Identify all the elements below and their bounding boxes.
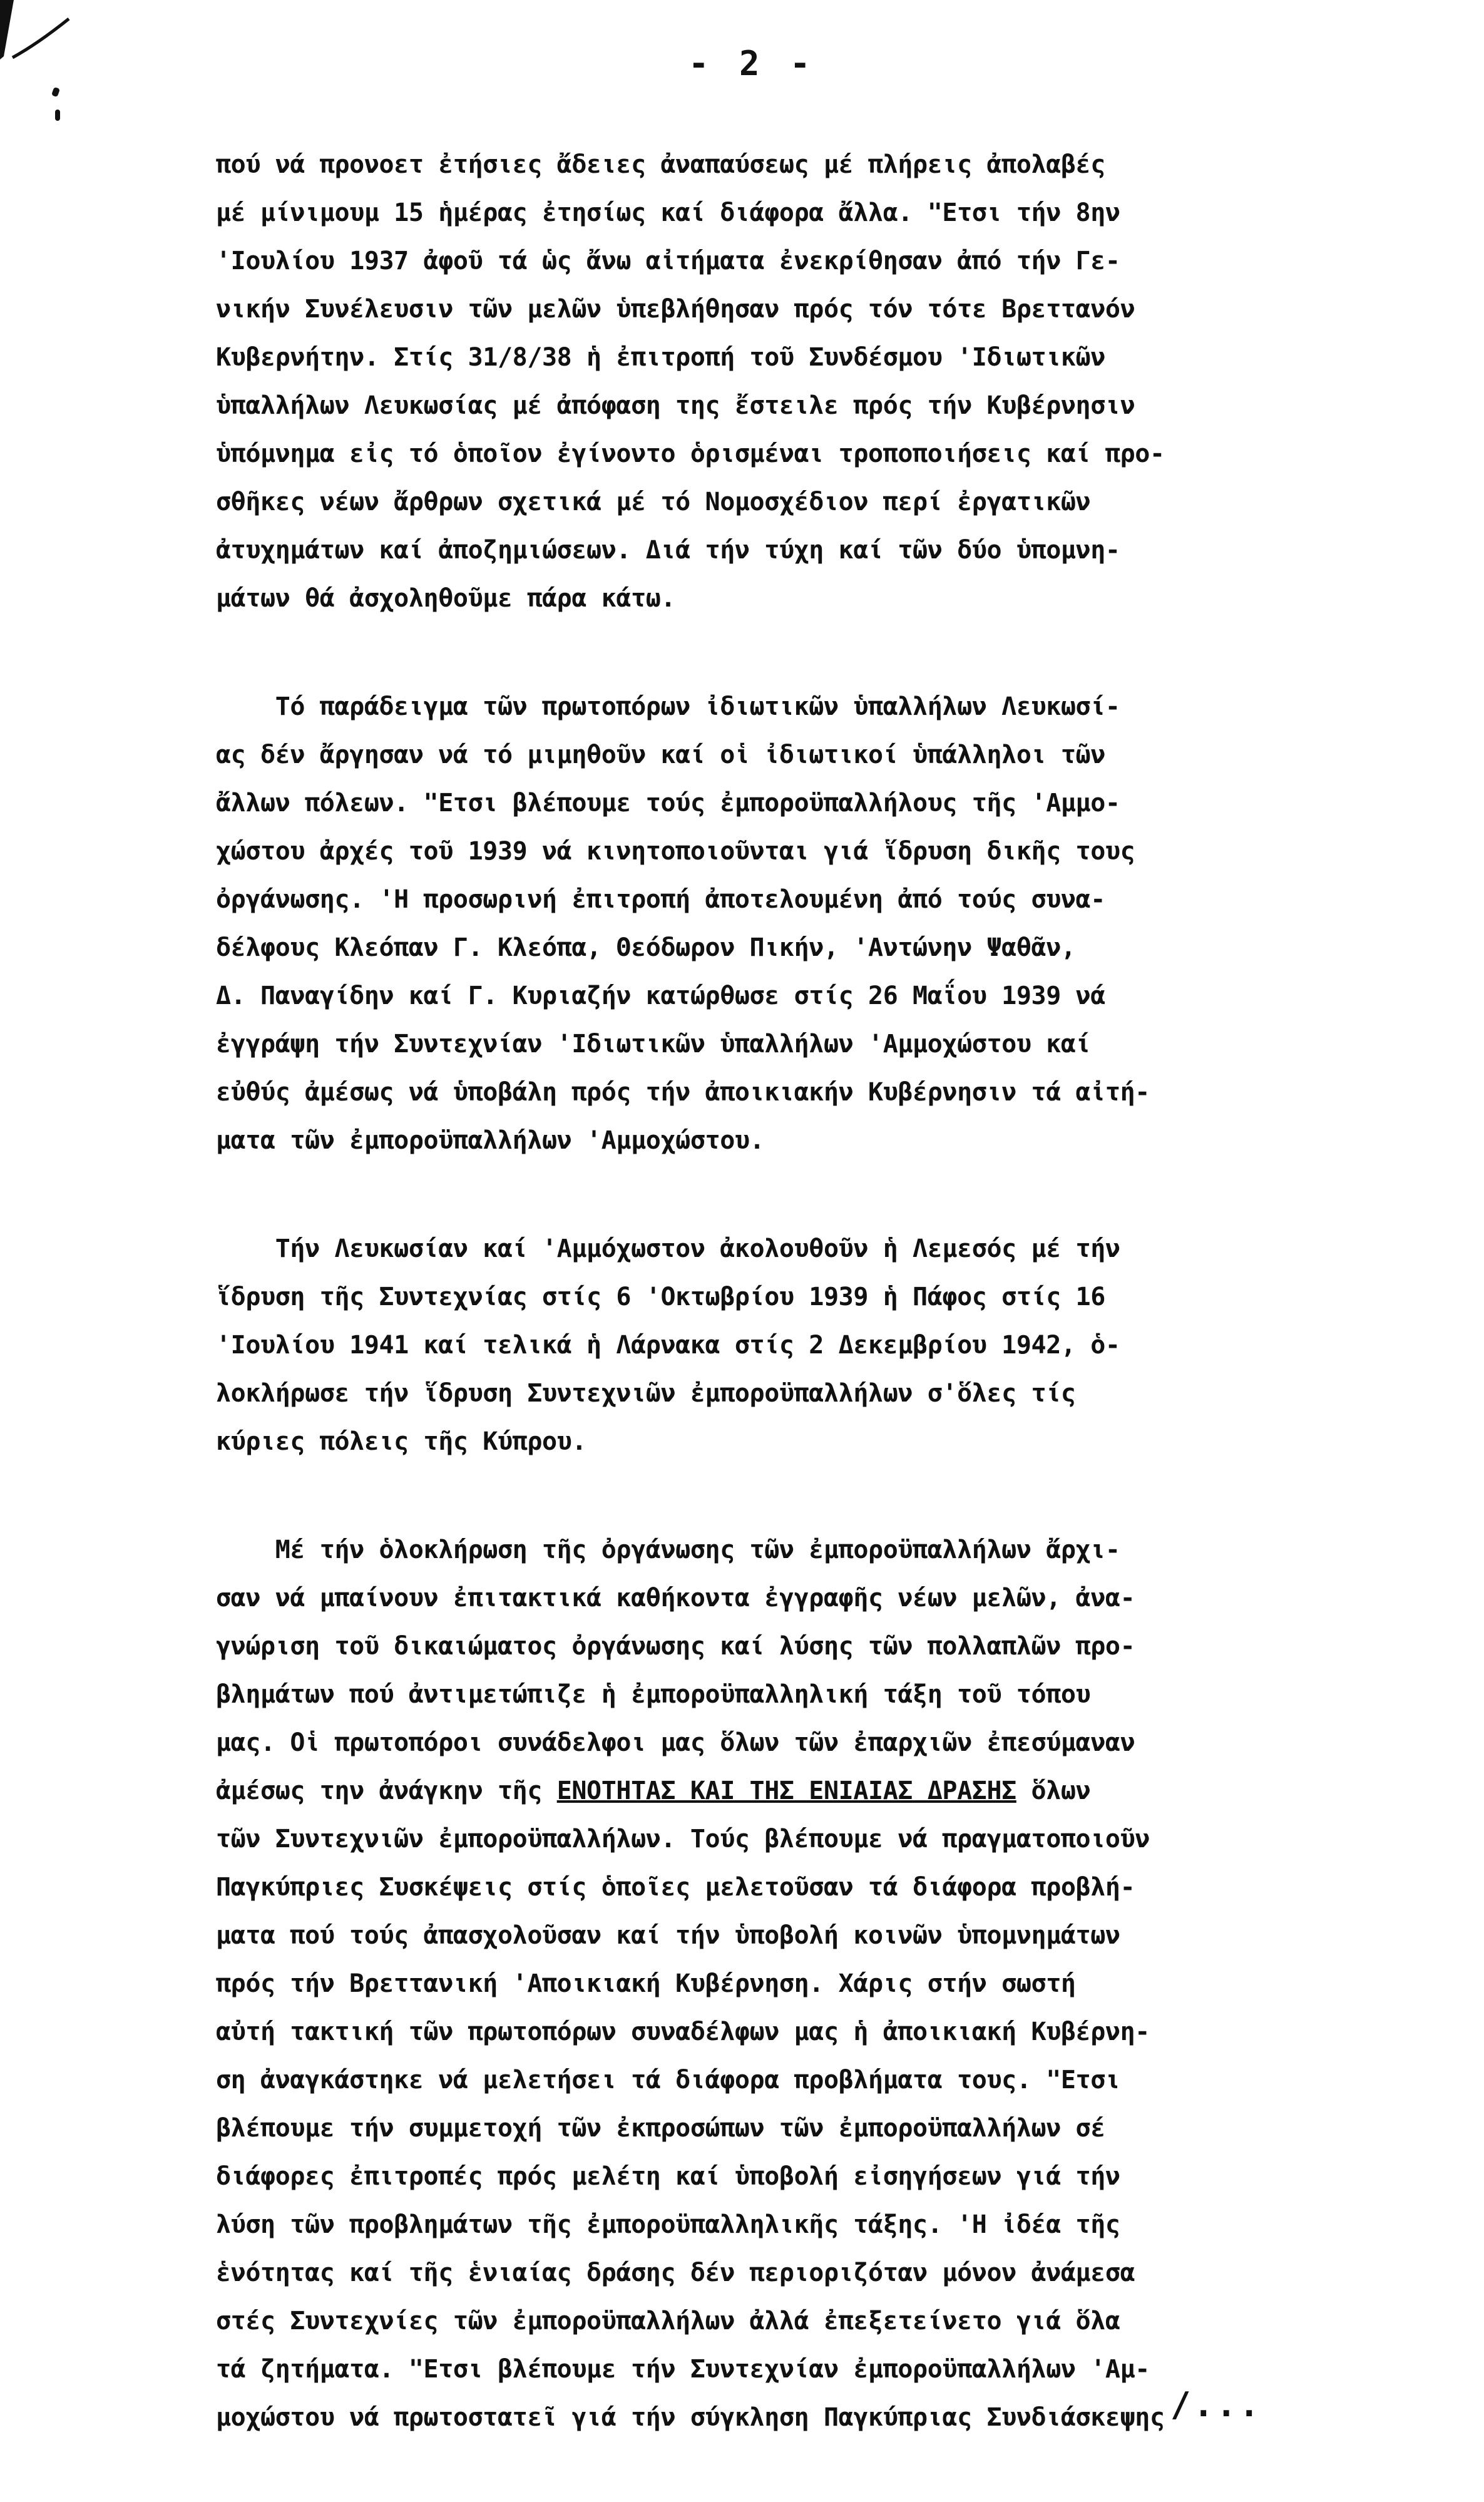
body-text: [216, 141, 1455, 2502]
text-line: μάτων θά ἀσχοληθοῦμε πάρα κάτω.: [216, 584, 676, 613]
text-line: ἐγγράψη τήν Συντεχνίαν 'Ιδιωτικῶν ὑπαλλήλων 'Αμμοχώστου καί: [216, 1030, 1091, 1059]
text-line: 'Ιουλίου 1937 ἀφοῦ τά ὡς ἄνω αἰτήματα ἐνεκρίθησαν ἀπό τήν Γε-: [216, 247, 1120, 275]
margin-dot: [51, 87, 60, 98]
text-line: ἑνότητας καί τῆς ἑνιαίας δράσης δέν περιοριζόταν μόνον ἀνάμεσα: [216, 2258, 1135, 2287]
text-line: λοκλήρωσε τήν ἵδρυση Συντεχνιῶν ἐμποροϋπαλλήλων σ'ὅλες τίς: [216, 1379, 1076, 1408]
text-line: Δ. Παναγίδην καί Γ. Κυριαζήν κατώρθωσε στίς 26 Μαΐου 1939 νά: [216, 982, 1105, 1010]
text-line: κύριες πόλεις τῆς Κύπρου.: [216, 1427, 587, 1456]
text-line: μας. Οἱ πρωτοπόροι συνάδελφοι μας ὅλων τῶν ἐπαρχιῶν ἐπεσύμαναν: [216, 1728, 1135, 1757]
text-line: ἀτυχημάτων καί ἀποζημιώσεων. Διά τήν τύχη καί τῶν δύο ὑπομνη-: [216, 536, 1120, 565]
text-line: μοχώστου νά πρωτοστατεῖ γιά τήν σύγκληση Παγκύπριας Συνδιάσκεψης: [216, 2403, 1165, 2432]
text-line: ση ἀναγκάστηκε νά μελετήσει τά διάφορα προβλήματα τους. "Ετσι: [216, 2066, 1120, 2094]
continuation-marker: /...: [1170, 2385, 1262, 2424]
paragraph-1: [216, 141, 1455, 623]
text-line: Παγκύπριες Συσκέψεις στίς ὁποῖες μελετοῦσαν τά διάφορα προβλή-: [216, 1873, 1135, 1902]
text-line: ὑπαλλήλων Λευκωσίας μέ ἀπόφαση της ἔστειλε πρός τήν Κυβέρνησιν: [216, 391, 1135, 420]
corner-scan-mark: [0, 0, 88, 81]
text-segment: ὅλων: [1016, 1777, 1091, 1805]
paragraph-3: [216, 1225, 1455, 1466]
text-line: πρός τήν Βρεττανική 'Αποικιακή Κυβέρνηση. Χάρις στήν σωστή: [216, 1969, 1076, 1998]
text-line: δέλφους Κλεόπαν Γ. Κλεόπα, Θεόδωρον Πικήν, 'Αντώνην Ψαθᾶν,: [216, 933, 1076, 962]
text-line: ἵδρυση τῆς Συντεχνίας στίς 6 'Οκτωβρίου 1939 ἡ Πάφος στίς 16: [216, 1283, 1105, 1311]
page-number: - 2 -: [688, 44, 816, 83]
text-line: νικήν Συνέλευσιν τῶν μελῶν ὑπεβλήθησαν πρός τόν τότε Βρεττανόν: [216, 295, 1135, 324]
text-line: ὑπόμνημα εἰς τό ὁποῖον ἐγίνοντο ὁρισμέναι τροποποιήσεις καί προ-: [216, 439, 1165, 468]
text-line: τά ζητήματα. "Ετσι βλέπουμε τήν Συντεχνίαν ἐμποροϋπαλλήλων 'Αμ-: [216, 2355, 1150, 2384]
text-line: διάφορες ἐπιτροπές πρός μελέτη καί ὑποβολή εἰσηγήσεων γιά τήν: [216, 2162, 1120, 2191]
text-line: ὀργάνωσης. 'Η προσωρινή ἐπιτροπή ἀποτελουμένη ἀπό τούς συνα-: [216, 885, 1105, 914]
text-line: 'Ιουλίου 1941 καί τελικά ἡ Λάρνακα στίς 2 Δεκεμβρίου 1942, ὁ-: [216, 1331, 1120, 1360]
text-line: Τό παράδειγμα τῶν πρωτοπόρων ἰδιωτικῶν ὑπαλλήλων Λευκωσί-: [216, 692, 1120, 721]
text-line: Μέ τήν ὁλοκλήρωση τῆς ὀργάνωσης τῶν ἐμποροϋπαλλήλων ἄρχι-: [216, 1536, 1120, 1564]
paragraph-4: [216, 1526, 1455, 2442]
text-line: στές Συντεχνίες τῶν ἐμποροϋπαλλήλων ἀλλά ἐπεξετείνετο γιά ὅλα: [216, 2307, 1120, 2335]
text-segment: ἀμέσως την ἀνάγκην τῆς: [216, 1777, 557, 1805]
text-line-with-emphasis: [216, 1767, 1455, 1815]
text-line: ας δέν ἄργησαν νά τό μιμηθοῦν καί οἱ ἰδιωτικοί ὑπάλληλοι τῶν: [216, 741, 1105, 769]
text-line: χώστου ἀρχές τοῦ 1939 νά κινητοποιοῦνται γιά ἵδρυση δικῆς τους: [216, 837, 1135, 866]
text-line: ἄλλων πόλεων. "Ετσι βλέπουμε τούς ἐμποροϋπαλλήλους τῆς 'Αμμο-: [216, 789, 1120, 818]
text-line: λύση τῶν προβλημάτων τῆς ἐμποροϋπαλληλικῆς τάξης. 'Η ἰδέα τῆς: [216, 2210, 1120, 2239]
text-line: Κυβερνήτην. Στίς 31/8/38 ἡ ἐπιτροπή τοῦ Συνδέσμου 'Ιδιωτικῶν: [216, 343, 1105, 372]
text-line: Τήν Λευκωσίαν καί 'Αμμόχωστον ἀκολουθοῦν ἡ Λεμεσός μέ τήν: [216, 1234, 1120, 1263]
text-line: σαν νά μπαίνουν ἐπιτακτικά καθήκοντα ἐγγραφῆς νέων μελῶν, ἀνα-: [216, 1584, 1135, 1612]
text-line: ματα πού τούς ἀπασχολοῦσαν καί τήν ὑποβολή κοινῶν ὑπομνημάτων: [216, 1921, 1120, 1950]
text-line: σθῆκες νέων ἄρθρων σχετικά μέ τό Νομοσχέδιον περί ἐργατικῶν: [216, 488, 1091, 516]
text-line: μέ μίνιμουμ 15 ἡμέρας ἐτησίως καί διάφορα ἄλλα. "Ετσι τήν 8ην: [216, 198, 1120, 227]
text-line: εὐθύς ἀμέσως νά ὑποβάλη πρός τήν ἀποικιακήν Κυβέρνησιν τά αἰτή-: [216, 1078, 1150, 1107]
underlined-phrase: ΕΝΟΤΗΤΑΣ ΚΑΙ ΤΗΣ ΕΝΙΑΙΑΣ ΔΡΑΣΗΣ: [556, 1777, 1016, 1805]
margin-dot: [55, 110, 60, 121]
text-line: βλέπουμε τήν συμμετοχή τῶν ἐκπροσώπων τῶν ἐμποροϋπαλλήλων σέ: [216, 2114, 1105, 2143]
paragraph-2: [216, 683, 1455, 1165]
text-line: γνώριση τοῦ δικαιώματος ὀργάνωσης καί λύσης τῶν πολλαπλῶν προ-: [216, 1632, 1135, 1661]
text-line: βλημάτων πού ἀντιμετώπιζε ἡ ἐμποροϋπαλληλική τάξη τοῦ τόπου: [216, 1680, 1091, 1709]
text-line: αὐτή τακτική τῶν πρωτοπόρων συναδέλφων μας ἡ ἀποικιακή Κυβέρνη-: [216, 2017, 1150, 2046]
text-line: πού νά προνοετ ἐτήσιες ἄδειες ἀναπαύσεως μέ πλήρεις ἀπολαβές: [216, 150, 1105, 179]
text-line: ματα τῶν ἐμποροϋπαλλήλων 'Αμμοχώστου.: [216, 1126, 765, 1155]
text-line: τῶν Συντεχνιῶν ἐμποροϋπαλλήλων. Τούς βλέπουμε νά πραγματοποιοῦν: [216, 1825, 1150, 1853]
